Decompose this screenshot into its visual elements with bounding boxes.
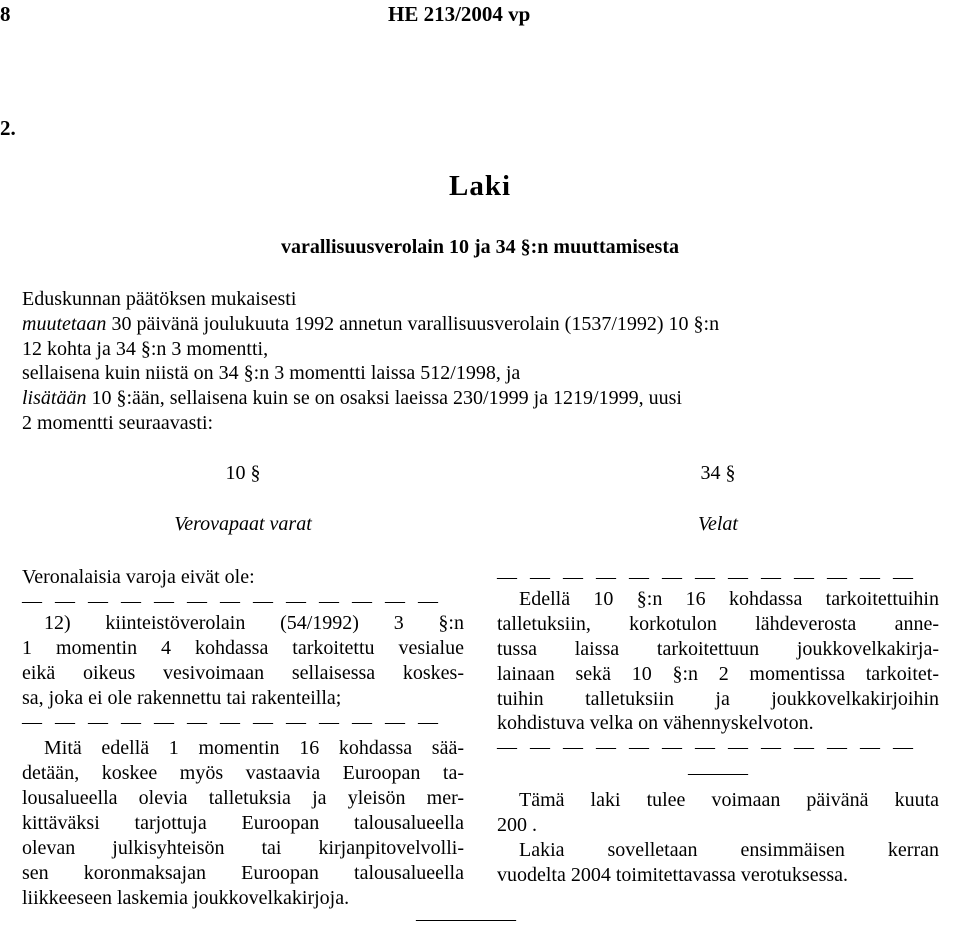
section-10-p2-line-5: olevan julkisyhteisön tai kirjanpitovelvolli- — [22, 837, 464, 859]
entry-into-force-line-2: 200 . — [497, 814, 537, 836]
section-10-p2-line-4: kittäväksi tarjottuja Euroopan talousalueella — [22, 812, 464, 834]
law-title: Laki — [448, 170, 512, 202]
intro-line-2-text: 30 päivänä joulukuuta 1992 annetun varallisuusverolain (1537/1992) 10 §:n — [106, 313, 720, 335]
intro-line-4: sellaisena kuin niistä on 34 §:n 3 momentti laissa 512/1998, ja — [22, 362, 521, 384]
law-subtitle: varallisuusverolain 10 ja 34 §:n muuttamisesta — [281, 236, 679, 258]
section-34-heading: Velat — [698, 513, 738, 535]
intro-line-5 — [22, 386, 682, 411]
section-10-heading: Verovapaat varat — [174, 513, 312, 535]
section-34-p1-line-5: tuihin talletuksiin ja joukkovelkakirjoihin — [497, 688, 939, 710]
section-34-p1-line-2: talletuksiin, korkotulon lähdeverosta anne- — [497, 613, 939, 635]
section-10-p1-line-2: 1 momentin 4 kohdassa tarkoitettu vesialue — [22, 637, 464, 659]
section-10-omission-1: — — — — — — — — — — — — — — [22, 590, 439, 612]
application-line-1: Lakia sovelletaan ensimmäisen kerran — [519, 839, 939, 861]
section-34-p1-line-4: lainaan sekä 10 §:n 2 momentissa tarkoitet- — [497, 663, 939, 685]
section-34-omission-1: — — — — — — — — — — — — — — [497, 566, 914, 588]
section-10-number: 10 § — [225, 462, 261, 484]
section-10-p2-last: liikkeeseen laskemia joukkovelkakirjoja. — [22, 887, 350, 909]
application-line-2: vuodelta 2004 toimitettavassa verotuksessa. — [497, 864, 849, 886]
section-10-p2-line-2: detään, koskee myös vastaavia Euroopan ta- — [22, 762, 464, 784]
law-number: 2. — [0, 116, 16, 140]
section-10-p1-last: sa, joka ei ole rakennettu tai rakenteilla; — [22, 687, 342, 709]
section-10-omission-2: — — — — — — — — — — — — — — [22, 711, 439, 733]
section-10-p1-line-1: 12) kiinteistöverolain (54/1992) 3 §:n — [44, 612, 464, 634]
document-id: HE 213/2004 vp — [388, 2, 531, 26]
intro-line-1: Eduskunnan päätöksen mukaisesti — [22, 288, 297, 310]
section-10-p2-line-6: sen koronmaksajan Euroopan talousalueella — [22, 862, 464, 884]
intro-line-6: 2 momentti seuraavasti: — [22, 412, 214, 434]
section-34-number: 34 § — [700, 462, 736, 484]
section-34-p1-last: kohdistuva velka on vähennyskelvoton. — [497, 712, 814, 734]
section-10-p2-line-1: Mitä edellä 1 momentin 16 kohdassa sää- — [44, 737, 464, 759]
section-10-lead: Veronalaisia varoja eivät ole: — [22, 566, 255, 588]
section-34-p1-line-3: tussa laissa tarkoitettuun joukkovelkakirja- — [497, 638, 939, 660]
entry-into-force-line-1: Tämä laki tulee voimaan päivänä kuuta — [519, 789, 939, 811]
intro-line-5-text: 10 §:ään, sellaisena kuin se on osaksi laeissa 230/1999 ja 1219/1999, uusi — [86, 387, 682, 409]
section-10-p2-line-3: lousalueella olevia talletuksia ja yleisön mer- — [22, 787, 464, 809]
section-34-omission-2: — — — — — — — — — — — — — — [497, 736, 914, 758]
section-34-p1-line-1: Edellä 10 §:n 16 kohdassa tarkoitettuihin — [519, 588, 939, 610]
intro-line-2 — [22, 312, 719, 337]
closing-short-rule: ——— — [688, 762, 748, 784]
intro-line-3: 12 kohta ja 34 §:n 3 momentti, — [22, 338, 269, 360]
end-rule: ————— — [416, 908, 516, 930]
intro-verb-add: lisätään — [22, 387, 87, 409]
intro-verb-amend: muutetaan — [22, 313, 107, 335]
section-10-p1-line-3: eikä oikeus vesivoimaan sellaisessa koskes- — [22, 662, 464, 684]
page-number: 8 — [0, 2, 11, 26]
